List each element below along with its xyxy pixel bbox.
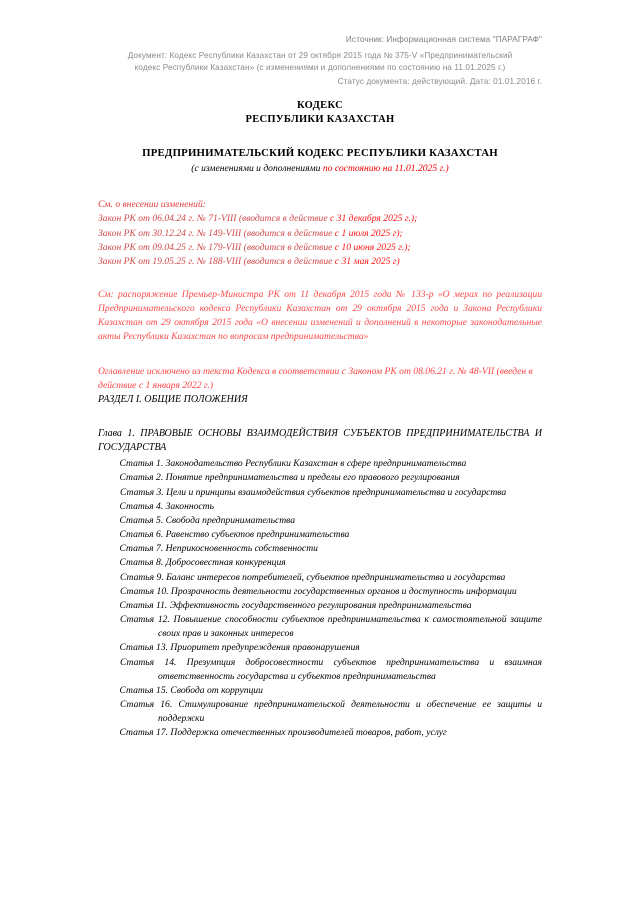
subtitle-black-part: (с изменениями и дополнениями [191,163,323,175]
article-item[interactable]: Статья 17. Поддержка отечественных производителей товаров, работ, услуг [119,727,447,739]
article-item[interactable]: Статья 1. Законодательство Республики Казахстан в сфере предпринимательства [119,458,467,470]
article-item[interactable]: Статья 10. Прозрачность деятельности государственных органов и доступность информации [120,585,517,597]
amendment-item [98,212,542,226]
article-item[interactable]: Статья 6. Равенство субъектов предпринимательства [119,529,350,541]
chapter-title: ПРАВОВЫЕ ОСНОВЫ ВЗАИМОДЕЙСТВИЯ СУБЪЕКТОВ ПРЕДПРИНИМАТЕЛЬСТВА И ГОСУДАРСТВА [98,427,542,453]
article-item[interactable]: Статья 2. Понятие предпринимательства и пределы его правового регулирования [119,472,460,484]
article-item[interactable]: Статья 7. Неприкосновенность собственности [119,543,318,555]
article-item[interactable]: Статья 14. Презумпция добросовестности субъектов предпринимательства и взаимная ответственность государства и субъектов предпринимательства [120,656,542,682]
amendment-item [98,227,542,241]
document-line-1: Документ: Кодекс Республики Казахстан от 29 октября 2015 года № 375-V «Предпринимательский [127,50,513,60]
document-line-2: кодекс Республики Казахстан» (с изменениями и дополнениями по состоянию на 11.01.2025 г.) [134,63,506,73]
article-item[interactable]: Статья 12. Повышение способности субъектов предпринимательства к самостоятельной защите своих прав и законных интересов [120,614,542,640]
article-item[interactable]: Статья 5. Свобода предпринимательства [119,514,296,526]
subtitle-red-part: по состоянию на 11.01.2025 г.) [322,163,449,175]
article-item[interactable]: Статья 3. Цели и принципы взаимодействия субъектов предпринимательства и государства [120,486,507,498]
amendment-law: Закон РК от 06.04.24 г. № 71-VIII (вводится в действие [98,213,330,225]
title-block [98,99,542,176]
source-line: Источник: Информационная система "ПАРАГРАФ" [345,35,542,44]
article-list [98,457,542,740]
chapter-heading [98,427,542,456]
article-item[interactable]: Статья 8. Добросовестная конкуренция [119,557,286,569]
amendment-effective: с 1 июля 2025 г); [334,227,403,239]
amendment-effective: с 10 июня 2025 г.); [334,241,411,253]
article-item[interactable]: Статья 15. Свобода от коррупции [119,684,263,696]
article-item[interactable]: Статья 9. Баланс интересов потребителей, субъектов предпринимательства и государства [120,571,506,583]
amendment-law: Закон РК от 19.05.25 г. № 188-VIII (вводится в действие [98,255,335,267]
title-line-2: РЕСПУБЛИКИ КАЗАХСТАН [245,113,395,125]
order-reference-paragraph: См: распоряжение Премьер-Министра РК от 11 декабря 2015 года № 133-р «О мерах по реализации Предпринимательского кодекса Республики Казахстан от 29 октября 2015 года и Закона Республики Казахстан от 29 октября 2015 года «О внесении изменений и дополнений в некоторые законодательные акты Республики Казахстан по вопросам предпринимательства» [98,288,542,343]
amendment-law: Закон РК от 30.12.24 г. № 149-VIII (вводится в действие [98,227,335,239]
code-subtitle [98,162,542,176]
code-title: ПРЕДПРИНИМАТЕЛЬСКИЙ КОДЕКС РЕСПУБЛИКИ КАЗАХСТАН [142,147,498,160]
article-item[interactable]: Статья 11. Эффективность государственного регулирования предпринимательства [119,599,472,611]
amendment-item [98,255,542,269]
amendment-effective: с 31 декабря 2025 г.); [330,213,418,225]
title-line-1: КОДЕКС [297,100,343,112]
article-item[interactable]: Статья 13. Приоритет предупреждения правонарушения [119,642,360,654]
status-line: Статус документа: действующий. Дата: 01.01.2016 г. [337,76,542,86]
article-item[interactable]: Статья 4. Законность [119,500,214,512]
amendment-item [98,241,542,255]
amendments-block [98,198,542,268]
article-item[interactable]: Статья 16. Стимулирование предпринимательской деятельности и обеспечение ее защиты и поддержки [120,698,542,725]
chapter-label: Глава 1. [98,427,141,439]
section-title: РАЗДЕЛ I. ОБЩИЕ ПОЛОЖЕНИЯ [98,394,248,406]
amendments-lead: См. о внесении изменений: [98,199,206,211]
amendment-law: Закон РК от 09.04.25 г. № 179-VIII (вводится в действие [98,241,335,253]
amendment-effective: с 31 мая 2025 г) [334,255,400,267]
table-of-contents-excluded-notice: Оглавление исключено из текста Кодекса в соответствии с Законом РК от 08.06.21 г. № 48-VII (введен в действие с 1 января 2022 г.) [98,366,533,392]
